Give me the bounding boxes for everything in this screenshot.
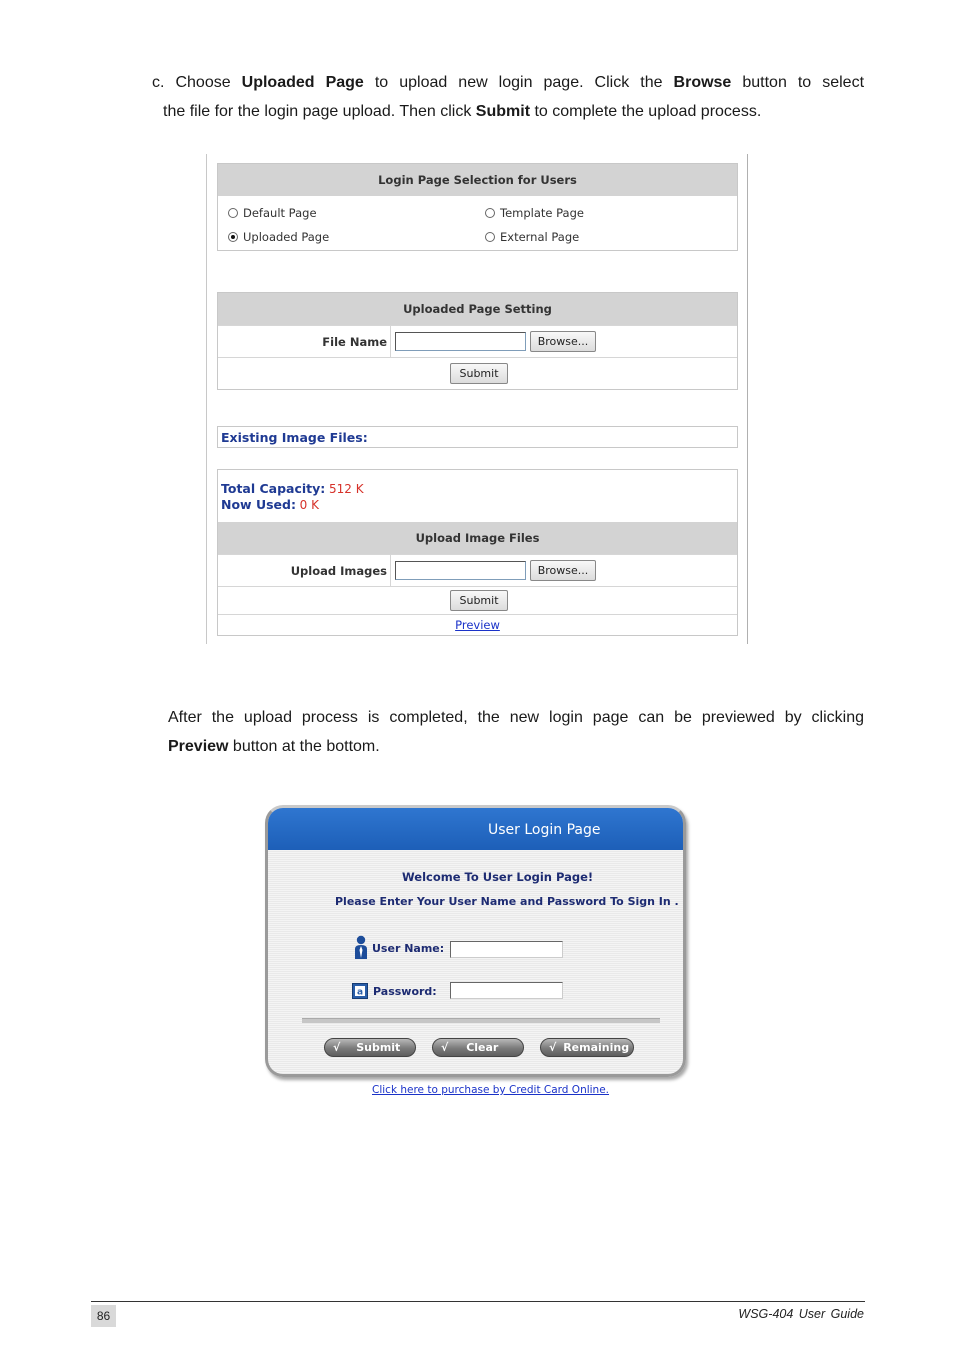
check-icon: √: [333, 1041, 341, 1054]
option-template-page[interactable]: [485, 206, 584, 220]
guide-title: WSG-404 User Guide: [738, 1307, 864, 1321]
total-capacity-label: Total Capacity:: [221, 481, 326, 496]
radio-group: [218, 196, 737, 250]
now-used-label: Now Used:: [221, 497, 296, 512]
submit-row: [218, 357, 737, 389]
upload-images-input[interactable]: [395, 561, 526, 580]
login-header: User Login Page: [268, 808, 683, 850]
step-c-paragraph: [152, 68, 864, 126]
upload-images-row: [218, 554, 737, 586]
now-used-value: 0 K: [299, 498, 319, 512]
button-label: Remaining: [563, 1041, 630, 1054]
screenshot-border-left: [206, 154, 207, 644]
check-icon: √: [549, 1041, 557, 1054]
file-name-label: File Name: [322, 335, 387, 349]
file-name-input[interactable]: [395, 332, 526, 351]
after-upload-paragraph: [168, 703, 864, 761]
browse-button[interactable]: Browse...: [530, 331, 596, 352]
preview-link[interactable]: Preview: [455, 618, 500, 632]
option-default-page[interactable]: [228, 206, 317, 220]
option-label: Uploaded Page: [243, 230, 330, 244]
option-uploaded-page[interactable]: [228, 230, 329, 244]
capacity-info: [218, 470, 737, 522]
existing-image-files-panel: [217, 426, 738, 448]
button-label: Clear: [466, 1041, 499, 1054]
column-divider: [390, 326, 391, 357]
column-divider: [390, 555, 391, 586]
footer-rule: [91, 1301, 865, 1302]
page-number: 86: [91, 1305, 116, 1327]
radio-icon[interactable]: [228, 208, 238, 218]
login-remaining-button[interactable]: [540, 1038, 634, 1057]
login-page-selection-panel: [217, 163, 738, 251]
welcome-text: Welcome To User Login Page!: [402, 870, 594, 884]
submit-row: [218, 586, 737, 614]
submit-button[interactable]: Submit: [450, 363, 508, 384]
option-label: Default Page: [243, 206, 317, 220]
radio-checked-icon[interactable]: [228, 232, 238, 242]
submit-button[interactable]: Submit: [450, 590, 508, 611]
separator-bar: [302, 1018, 660, 1023]
instruction-text: Please Enter Your User Name and Password To Sign In .: [335, 895, 679, 908]
panel-title: Login Page Selection for Users: [218, 164, 737, 196]
total-capacity-value: 512 K: [328, 482, 364, 496]
user-icon: [354, 935, 368, 959]
svg-text:a: a: [356, 987, 364, 998]
panel-title: Uploaded Page Setting: [218, 293, 737, 325]
panel-title: Upload Image Files: [218, 522, 737, 554]
credit-card-link[interactable]: Click here to purchase by Credit Card Online.: [372, 1084, 610, 1096]
username-input[interactable]: [450, 941, 563, 958]
step-c-line-2: the file for the login page upload. Then click Submit to complete the upload process.: [163, 103, 762, 120]
total-capacity-line: [221, 481, 364, 496]
uploaded-page-setting-panel: [217, 292, 738, 390]
password-input[interactable]: [450, 982, 563, 999]
login-clear-button[interactable]: [432, 1038, 524, 1057]
existing-files-label: Existing Image Files:: [221, 430, 368, 445]
username-label: User Name:: [372, 942, 445, 955]
after-line-2: Preview button at the bottom.: [168, 738, 380, 755]
password-icon: [352, 983, 368, 999]
step-c-line-1: c. Choose Uploaded Page to upload new login page. Click the Browse button to select: [152, 74, 865, 91]
login-submit-button[interactable]: [324, 1038, 416, 1057]
upload-images-label: Upload Images: [290, 564, 387, 578]
button-label: Submit: [356, 1041, 401, 1054]
upload-image-files-panel: [217, 469, 738, 636]
login-window: [265, 805, 686, 1077]
preview-row: [218, 614, 737, 635]
option-external-page[interactable]: [485, 230, 579, 244]
login-page-preview: [265, 805, 686, 1077]
check-icon: √: [441, 1041, 449, 1054]
radio-icon[interactable]: [485, 208, 495, 218]
option-label: Template Page: [500, 206, 584, 220]
browse-button[interactable]: Browse...: [530, 560, 596, 581]
admin-screenshot: [206, 154, 748, 644]
option-label: External Page: [500, 230, 580, 244]
password-label: Password:: [373, 985, 437, 998]
screenshot-border-right: [747, 154, 748, 644]
file-name-row: [218, 325, 737, 357]
after-line-1: After the upload process is completed, the new login page can be previewed by clicking: [168, 709, 864, 726]
now-used-line: [221, 497, 319, 512]
radio-icon[interactable]: [485, 232, 495, 242]
